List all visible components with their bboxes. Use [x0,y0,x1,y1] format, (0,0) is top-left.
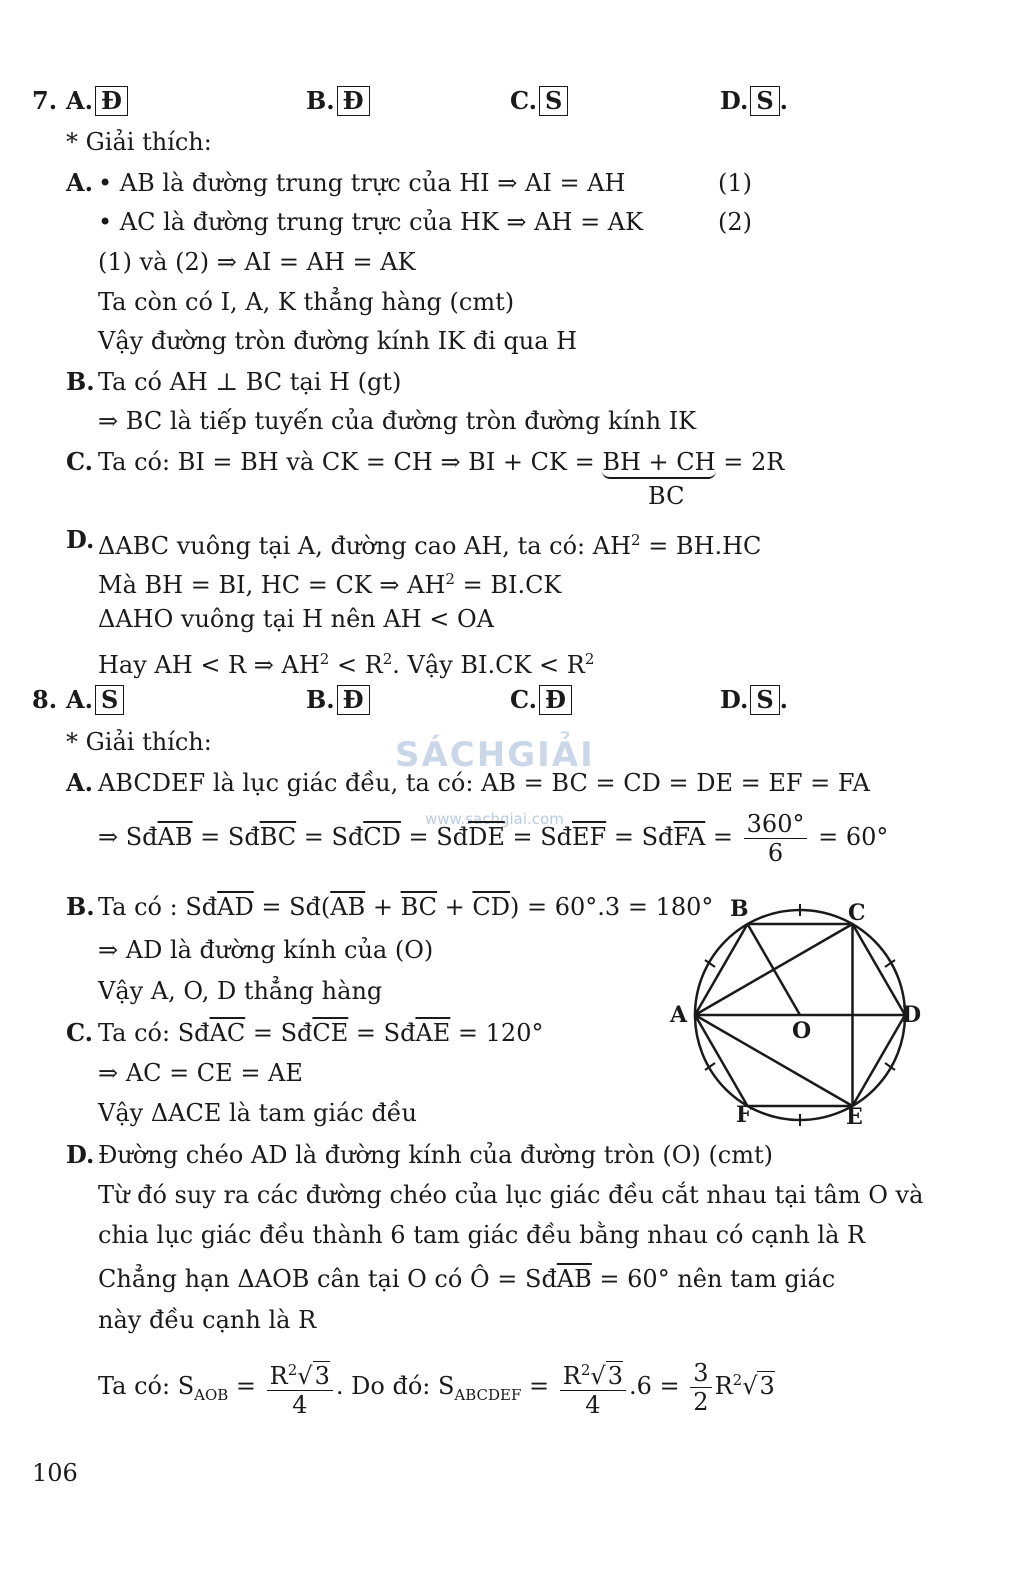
hexagon-figure [660,890,940,1140]
q8-d-label: D. [66,1140,95,1169]
q8-d-line3: chia lục giác đều thành 6 tam giác đều bằng nhau có cạnh là R [98,1221,866,1249]
label-d: D [902,1002,922,1028]
q7-a-line1: • AB là đường trung trực của HI ⇒ AI = AH [98,169,626,197]
q8-b-line1: Ta có : $Sđ\overline{AD}$ = $Sđ(\overline{AB} + \overline{BC} + \overline{CD}) = 60^\circ.3 = 180^\circ$ [98,893,714,921]
q8-c-line1: Ta có: $Sđ\overline{AC}$ = $Sđ\overline{CE}$ = $Sđ\overline{AE} = 120^\circ$ [98,1019,544,1047]
label-e: E [846,1104,863,1130]
area-hexagon-fraction: $\frac{R^2√3}{4}$ [560,1356,626,1419]
q8-d-line5: này đều cạnh là R [98,1306,317,1334]
q7-option-c: C. S [510,86,568,116]
q7-c-line1: Ta có: BI = BH và CK = CH ⇒ BI + CK = BH + CH = 2R [98,447,784,479]
q7-d-line2: Mà BH = BI, HC = CK ⇒ $AH^2 = BI.CK$ [98,570,562,599]
q8-c-label: C. [66,1018,94,1047]
q8-d-line6: Ta có: $S_{AOB}$ = $\frac{R^2√3}{4}$ . Do đó: $S_{ABCDEF}$ = $\frac{R^2√3}{4}$ .6 = $\frac{3}{2}$ $R^2√3$ [98,1350,775,1425]
q8-option-d: D. S . [720,685,789,714]
q8-a-line2: ⇒ $Sđ\overline{AB}$ = $Sđ\overline{BC}$ = $Sđ\overline{CD}$ = $Sđ\overline{DE}$ = $Sđ\overline{EF}$ = $Sđ\overline{FA}$ = $\frac{360^\circ}{6}$ = 60° [98,810,889,867]
q7-a-line3: (1) và (2) ⇒ AI = AH = AK [98,248,416,276]
q8-d-line4: Chẳng hạn ΔAOB cân tại O có Ô = $Sđ\overline{AB} = 60^\circ$ nên tam giác [98,1265,836,1293]
q8-option-a: A. S [66,685,124,715]
q8-a-label: A. [66,768,93,797]
q7-option-b: B. Đ [306,86,370,116]
watermark-brand: SÁCHGIẢI [395,735,595,775]
q8-b-line3: Vậy A, O, D thẳng hàng [98,977,383,1005]
q7-option-a: A. Đ [66,86,128,116]
q7-c-brace: BH + CH [602,447,715,479]
q7-d-line4: Hay AH < R ⇒ $AH^2 < R^2$. Vậy $BI.CK < R^2$ [98,650,595,679]
q7-a-line2: • AC là đường trung trực của HK ⇒ AH = AK [98,208,644,236]
q7-number: 7. [32,86,58,115]
q7-d-line1: ΔABC vuông tại A, đường cao AH, ta có: $AH^2 = BH.HC$ [98,531,762,560]
q7-b-label: B. [66,367,95,396]
q8-d-line1: Đường chéo AD là đường kính của đường tròn (O) (cmt) [98,1141,774,1169]
segment-bo [748,924,801,1015]
q8-explain-label: * Giải thích: [66,728,212,756]
q8-b-label: B. [66,892,95,921]
label-o: O [792,1018,812,1044]
q8-d-line2: Từ đó suy ra các đường chéo của lục giác đều cắt nhau tại tâm O và [98,1181,924,1209]
q7-c-label: C. [66,447,94,476]
q7-option-d: D. S . [720,86,789,115]
label-a: A [670,1002,688,1028]
q7-a-line5: Vậy đường tròn đường kính IK đi qua H [98,327,578,355]
q7-a-ref1: (1) [718,169,752,197]
label-b: B [730,896,749,922]
q8-number: 8. [32,685,58,714]
q7-a-label: A. [66,168,93,197]
q8-c-line3: Vậy ΔACE là tam giác đều [98,1099,417,1127]
label-f: F [736,1102,752,1128]
q7-c-under: BC [648,482,685,510]
q7-d-line3: ΔAHO vuông tại H nên AH < OA [98,605,495,633]
q7-b-line1: Ta có AH ⊥ BC tại H (gt) [98,368,402,396]
diagonal-ae [695,1015,853,1106]
q7-b-line2: ⇒ BC là tiếp tuyến của đường tròn đường kính IK [98,407,697,435]
area-aob-fraction: $\frac{R^2√3}{4}$ [267,1356,333,1419]
three-halves-fraction: $\frac{3}{2}$ [690,1359,711,1416]
page-number: 106 [32,1459,78,1487]
q8-a-line1: ABCDEF là lục giác đều, ta có: AB = BC = CD = DE = EF = FA [98,769,870,797]
q8-option-c: C. Đ [510,685,572,715]
q7-d-label: D. [66,525,95,554]
q7-a-line4: Ta còn có I, A, K thẳng hàng (cmt) [98,288,515,316]
q7-explain-label: * Giải thích: [66,128,212,156]
q8-b-line2: ⇒ AD là đường kính của (O) [98,936,434,964]
q8-c-line2: ⇒ AC = CE = AE [98,1059,303,1087]
watermark-url: www.sachgiai.com [425,810,564,828]
q8-a-fraction: $\frac{360^\circ}{6}$ [744,810,808,867]
q8-option-b: B. Đ [306,685,370,715]
label-c: C [848,900,866,926]
q7-a-ref2: (2) [718,208,752,236]
